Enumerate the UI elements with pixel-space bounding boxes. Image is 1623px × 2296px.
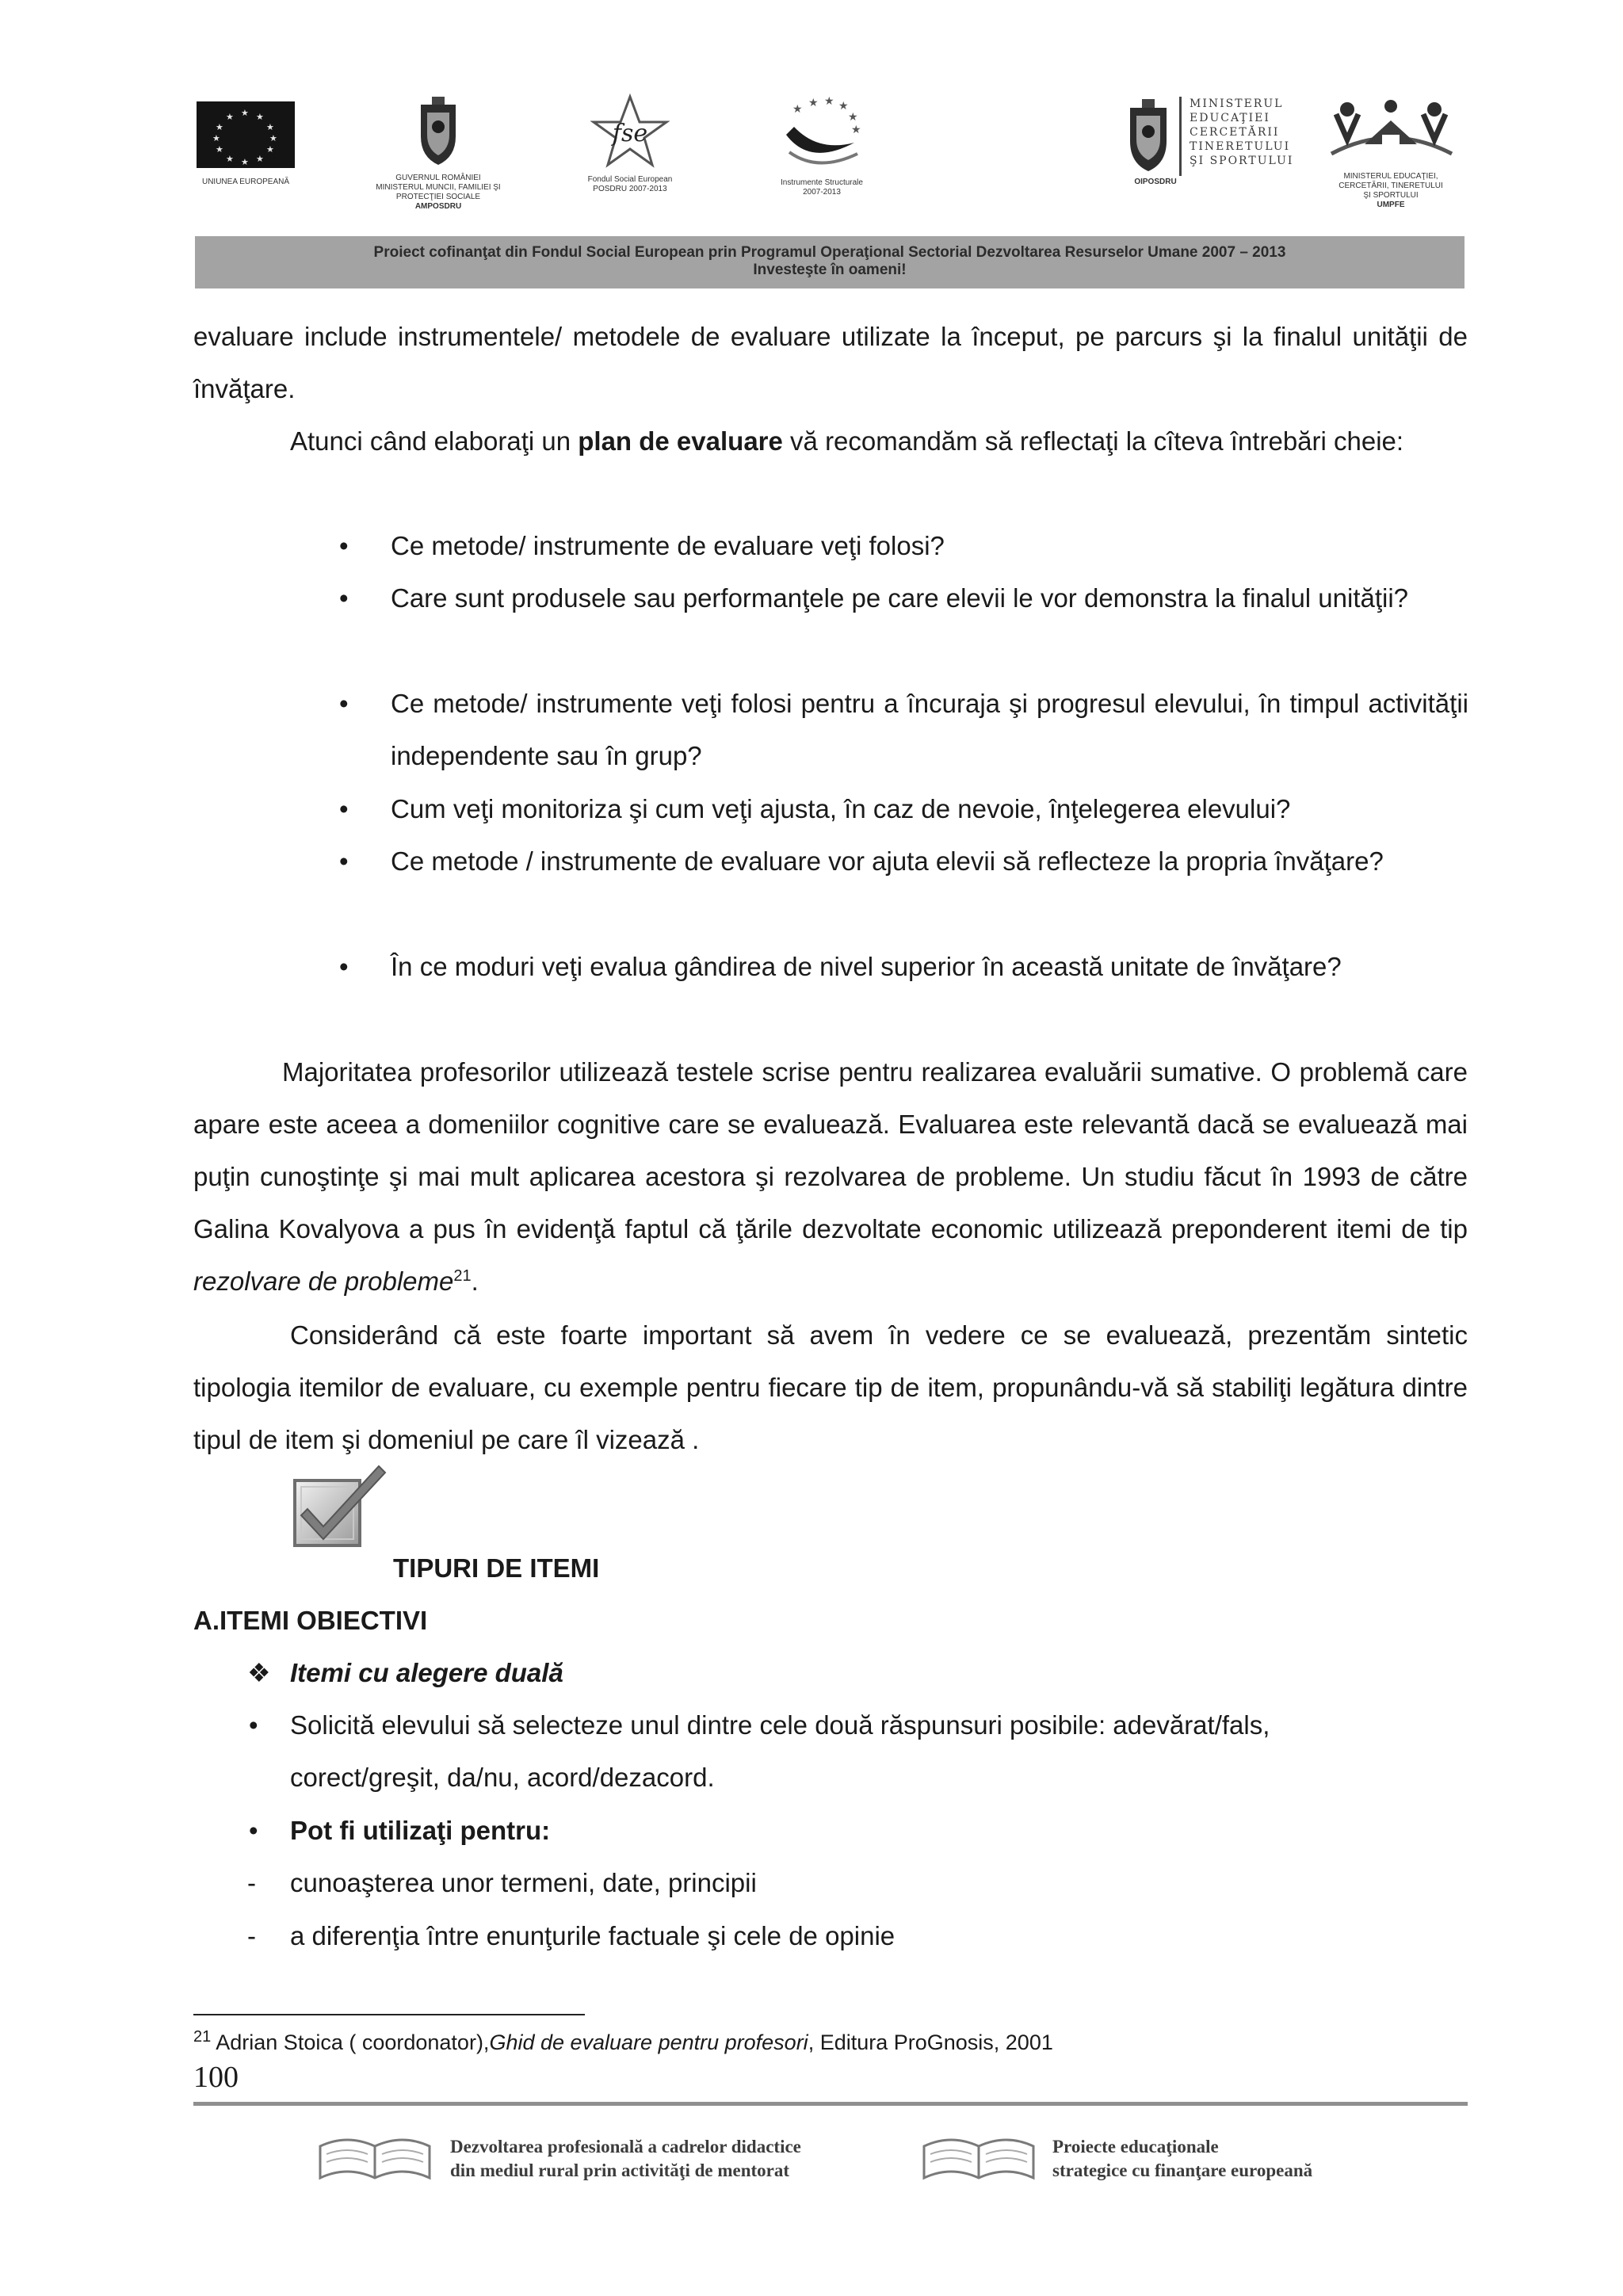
umpfe-house-icon bbox=[1316, 98, 1466, 168]
page-number: 100 bbox=[193, 2061, 239, 2094]
open-book-icon bbox=[919, 2130, 1038, 2187]
ministry-coat-of-arms-icon bbox=[1124, 97, 1173, 176]
open-book-icon bbox=[315, 2130, 434, 2187]
book-title: Ghid de evaluare pentru profesori bbox=[489, 2030, 808, 2054]
bullet-icon: • bbox=[339, 583, 349, 613]
item-type-title: Itemi cu alegere duală bbox=[290, 1658, 563, 1687]
emphasis: rezolvare de probleme bbox=[193, 1266, 454, 1296]
footnote: $^{21}$ Adrian Stoica ( coordonator),Ghid de evaluare pentru profesori, Editura ProGnosis, 2001 bbox=[193, 2028, 1053, 2054]
eu-flag-icon: ★ ★ ★ ★ ★ ★ ★ ★ ★ ★ ★ ★ bbox=[197, 101, 295, 168]
list-item: Ce metode / instrumente de evaluare vor ajuta elevii să reflecteze la propria învăţare? bbox=[391, 846, 1384, 876]
list-item: Solicită elevului să selecteze unul dintre cele două răspunsuri posibile: adevărat/fals, corect/greşit, da/nu, acord/dezacord. bbox=[290, 1710, 1270, 1792]
footer-program-title: Proiecte educaţionale strategice cu finanţare europeană bbox=[1052, 2137, 1313, 2180]
eu-logo bbox=[194, 101, 297, 187]
section-title: TIPURI DE ITEMI bbox=[393, 1553, 600, 1583]
logo-caption: OIPOSDRU bbox=[1134, 178, 1177, 186]
logo-caption: Fondul Social European POSDRU 2007-2013 bbox=[587, 175, 673, 193]
subsection-title: A.ITEMI OBIECTIVI bbox=[193, 1606, 428, 1635]
ministry-logo bbox=[1124, 97, 1306, 187]
list-item: Pot fi utilizaţi pentru: bbox=[290, 1816, 551, 1845]
structural-instruments-logo bbox=[762, 95, 881, 197]
paragraph: Atunci când elaboraţi un plan de evaluare vă recomandăm să reflectaţi la cîteva întrebări cheie: bbox=[290, 426, 1404, 456]
structural-instruments-icon bbox=[778, 95, 865, 174]
banner-line: Proiect cofinanţat din Fondul Social European prin Programul Operaţional Sectorial Dezvoltarea Resurselor Umane 2007 – 2013 bbox=[373, 244, 1286, 261]
diamond-bullet-icon: ❖ bbox=[247, 1658, 271, 1687]
svg-text:★: ★ bbox=[848, 110, 858, 123]
bullet-icon: • bbox=[339, 952, 349, 981]
svg-text:★: ★ bbox=[808, 96, 819, 109]
svg-text:★: ★ bbox=[792, 102, 803, 115]
bullet-icon: • bbox=[249, 1816, 258, 1845]
dash-bullet: - bbox=[247, 1868, 256, 1897]
logo-caption: Instrumente Structurale 2007-2013 bbox=[781, 178, 863, 197]
coat-of-arms-icon bbox=[414, 95, 462, 168]
list-item: Ce metode/ instrumente de evaluare veţi folosi? bbox=[391, 531, 945, 560]
checkbox-check-icon bbox=[290, 1460, 393, 1552]
svg-text:★: ★ bbox=[838, 99, 849, 112]
list-item: În ce moduri veţi evalua gândirea de nivel superior în această unitate de învăţare? bbox=[391, 952, 1342, 981]
emphasis: plan de evaluare bbox=[578, 426, 783, 456]
list-item: Ce metode/ instrumente veţi folosi pentru a încuraja şi progresul elevului, în timpul activităţii independente sau în grup? bbox=[391, 689, 1468, 770]
bullet-icon: • bbox=[339, 531, 349, 560]
paragraph: Majoritatea profesorilor utilizează testele scrise pentru realizarea evaluării sumative. O problemă care apare este aceea a domeniilor cognitive care se evaluează. Evaluarea este relevantă dacă se evaluează mai puţin cunoştinţe şi mai mult aplicarea acestora şi rezolvarea de probleme. Un studiu făcut în 1993 de către Galina Kovalyova a pus în evidenţă faptul că ţările dezvoltate economic utilizează preponderent itemi de tip rezolvare de probleme$^{21}$. bbox=[193, 1057, 1468, 1296]
paragraph: Considerând că este foarte important să avem în vedere ce se evaluează, prezentăm sintetic tipologia itemilor de evaluare, cu exemple pentru fiecare tip de item, propunându-vă să stabiliţi legătura dintre tipul de item şi domeniul pe care îl vizează . bbox=[193, 1320, 1468, 1454]
svg-text:★: ★ bbox=[851, 123, 861, 136]
bullet-icon: • bbox=[339, 846, 349, 876]
fse-logo bbox=[571, 94, 689, 194]
list-item: Cum veţi monitoriza şi cum veţi ajusta, în caz de nevoie, înţelegerea elevului? bbox=[391, 794, 1291, 823]
paragraph: evaluare include instrumentele/ metodele de evaluare utilizate la început, pe parcurs şi la finalul unităţii de învăţare. bbox=[193, 322, 1468, 403]
footnote-separator bbox=[193, 2014, 585, 2015]
list-item: Care sunt produsele sau performanţele pe care elevii le vor demonstra la finalul unităţii? bbox=[391, 583, 1409, 613]
umpfe-logo bbox=[1316, 98, 1466, 210]
ministry-name: MINISTERUL EDUCAŢIEI CERCETĂRII TINERETULUI ŞI SPORTULUI bbox=[1190, 97, 1294, 167]
logo-caption: GUVERNUL ROMÂNIEI MINISTERUL MUNCII, FAMILIEI ŞI PROTECŢIEI SOCIALE AMPOSDRU bbox=[376, 174, 501, 211]
footer-separator bbox=[193, 2102, 1468, 2106]
footnote-ref: 21 bbox=[453, 1267, 472, 1285]
logo-caption: MINISTERUL EDUCAŢIEI, CERCETĂRII, TINERETULUI ŞI SPORTULUI UMPFE bbox=[1338, 172, 1443, 209]
svg-text:★: ★ bbox=[824, 95, 834, 107]
bullet-icon: • bbox=[339, 794, 349, 823]
list-item: a diferenţia între enunţurile factuale şi cele de opinie bbox=[290, 1921, 896, 1950]
footer-project-title: Dezvoltarea profesională a cadrelor didactice din mediul rural prin activităţi de mentorat bbox=[450, 2137, 801, 2180]
svg-text:fse: fse bbox=[612, 120, 648, 147]
bullet-icon: • bbox=[339, 689, 349, 718]
list-item: cunoaşterea unor termeni, date, principii bbox=[290, 1868, 757, 1897]
banner-slogan: Investeşte în oameni! bbox=[753, 262, 907, 278]
fse-star-icon bbox=[590, 94, 670, 171]
project-banner bbox=[195, 236, 1465, 288]
logo-caption: UNIUNEA EUROPEANĂ bbox=[201, 178, 290, 186]
government-logo bbox=[363, 95, 514, 212]
dash-bullet: - bbox=[247, 1921, 256, 1950]
bullet-icon: • bbox=[249, 1710, 258, 1740]
footnote-number: 21 bbox=[193, 2028, 212, 2046]
